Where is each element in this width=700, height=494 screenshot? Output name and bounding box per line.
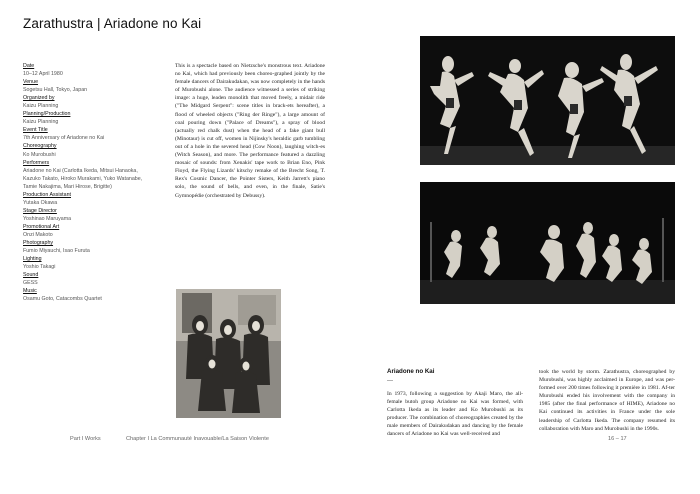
performance-description: This is a spectacle based on Nietzsche's monstrous text. Ariadone no Kai, which had previously been choreo-graphed jointly by the female dancers of Dairakudakan, was now completely in the hands of Murobushi alone. The audience witnessed a series of striking image: a huge, leaden monolith that moved freely, a midair ride ("The Midgard Serpent": scene titles in brack-ets hereafter), a flood of wheeled objects ("Ring der Ringe"), a large amount of coal pouring down ("Palace of Dreams"), a spray of blood (actually red chalk dust) when the head of a fake giant bull (Minotaur) is cut off, women in Nijinsky's heraldic garb tumbling out of a hole in the severed head (Cow Noon), laughing witch-es (Witch Season), and more. The performance featured a dazzling mosaic of sounds: from Xenakis' tape work to Brian Eno, Pink Floyd, the Flying Lizards' kitschy remake of the Brecht Song, T. Rex's Cosmic Dancer, the Pointer Sisters, Keith Jarrett's piano solo, the sound of bells, and even, in the finale, Satie's Gymnopédie (orchestrated by Debussy). <box>175 63 325 199</box>
credit-label: Performers <box>23 159 50 166</box>
credit-label: Promotional Art <box>23 223 60 230</box>
footer-part: Part I Works <box>70 436 101 442</box>
credit-label: Choreography <box>23 143 57 150</box>
credit-label: Sound <box>23 272 39 279</box>
credit-label: Lighting <box>23 256 42 263</box>
credit-value: Fumio Miyauchi, Isao Furuta <box>23 248 90 255</box>
credits-list <box>23 62 168 303</box>
credit-value: Tamie Nakajima, Mari Hirose, Brigitte) <box>23 183 112 190</box>
credit-value: Sogetsu Hall, Tokyo, Japan <box>23 87 88 94</box>
credit-label: Stage Director <box>23 207 57 214</box>
photo-dancers-leaping <box>420 36 675 165</box>
page-title: Zarathustra | Ariadone no Kai <box>23 16 202 31</box>
footer-chapter: Chapter I La Communauté Inavouable/La Saison Violente <box>126 436 269 442</box>
credit-label: Date <box>23 63 35 69</box>
credit-label: Music <box>23 288 37 295</box>
credit-value: Ariadone no Kai (Carlotta Ikeda, Mitsui Hanaoka, <box>23 167 138 174</box>
credit-value: Yutaka Okawa <box>23 199 58 206</box>
credit-value: Yoshinao Maruyama <box>23 215 72 222</box>
credit-value: Yoshio Takagi <box>23 264 56 271</box>
page-numbers: 16 – 17 <box>608 436 627 442</box>
credit-label: Planning/Production <box>23 111 71 118</box>
photo-dancers-crouching <box>420 182 675 304</box>
credit-value: Kazuko Takato, Hiroko Murakami, Yuko Watanabe, <box>23 175 143 182</box>
photo-group-portrait <box>176 289 281 418</box>
credit-label: Organized by <box>23 95 55 102</box>
credit-value: 7th Anniversary of Ariadone no Kai <box>23 135 105 142</box>
credit-label: Photography <box>23 240 54 247</box>
credit-value: Onzi Makoto <box>23 231 53 238</box>
caption-title: Ariadone no Kai <box>387 368 435 375</box>
caption-text-right: took the world by storm. Zarathustra, choreographed by Murobushi, was highly acclaimed in Europe, and was per-formed over 200 times following it première in 1981. Af-ter Murobushi ended his involvement with the company in 1985 (after the final performance of HIME), Ariadone no Kai continued its activities in France under the sole leadership of Carlotta Ikeda. The company resumed its collaboration with Maro and Murobushi in the 1990s. <box>539 369 675 432</box>
caption-text-left: In 1973, following a suggestion by Akaji Maro, the all-female butoh group Ariadone no Kai was formed, with Carlotta Ikeda as its leader and Ko Murobushi as its producer. The combination of choreographies created by the male members of Dairakudakan and dancing by the female dancers of Ariadone no Kai was well-received and <box>387 391 523 438</box>
credit-label: Event Title <box>23 127 48 134</box>
credit-value: Kaizu Planning <box>23 103 59 110</box>
credit-value: Kaizu Planning <box>23 119 59 126</box>
credit-value: GESS <box>23 280 38 287</box>
credit-label: Production Assistant <box>23 191 71 198</box>
caption-dash: — <box>387 378 393 384</box>
credit-value: Ko Murobushi <box>23 151 56 158</box>
credit-value: Osamu Goto, Catacombs Quartet <box>23 296 102 303</box>
credit-value: 10–12 April 1980 <box>23 71 63 78</box>
credit-label: Venue <box>23 79 39 86</box>
